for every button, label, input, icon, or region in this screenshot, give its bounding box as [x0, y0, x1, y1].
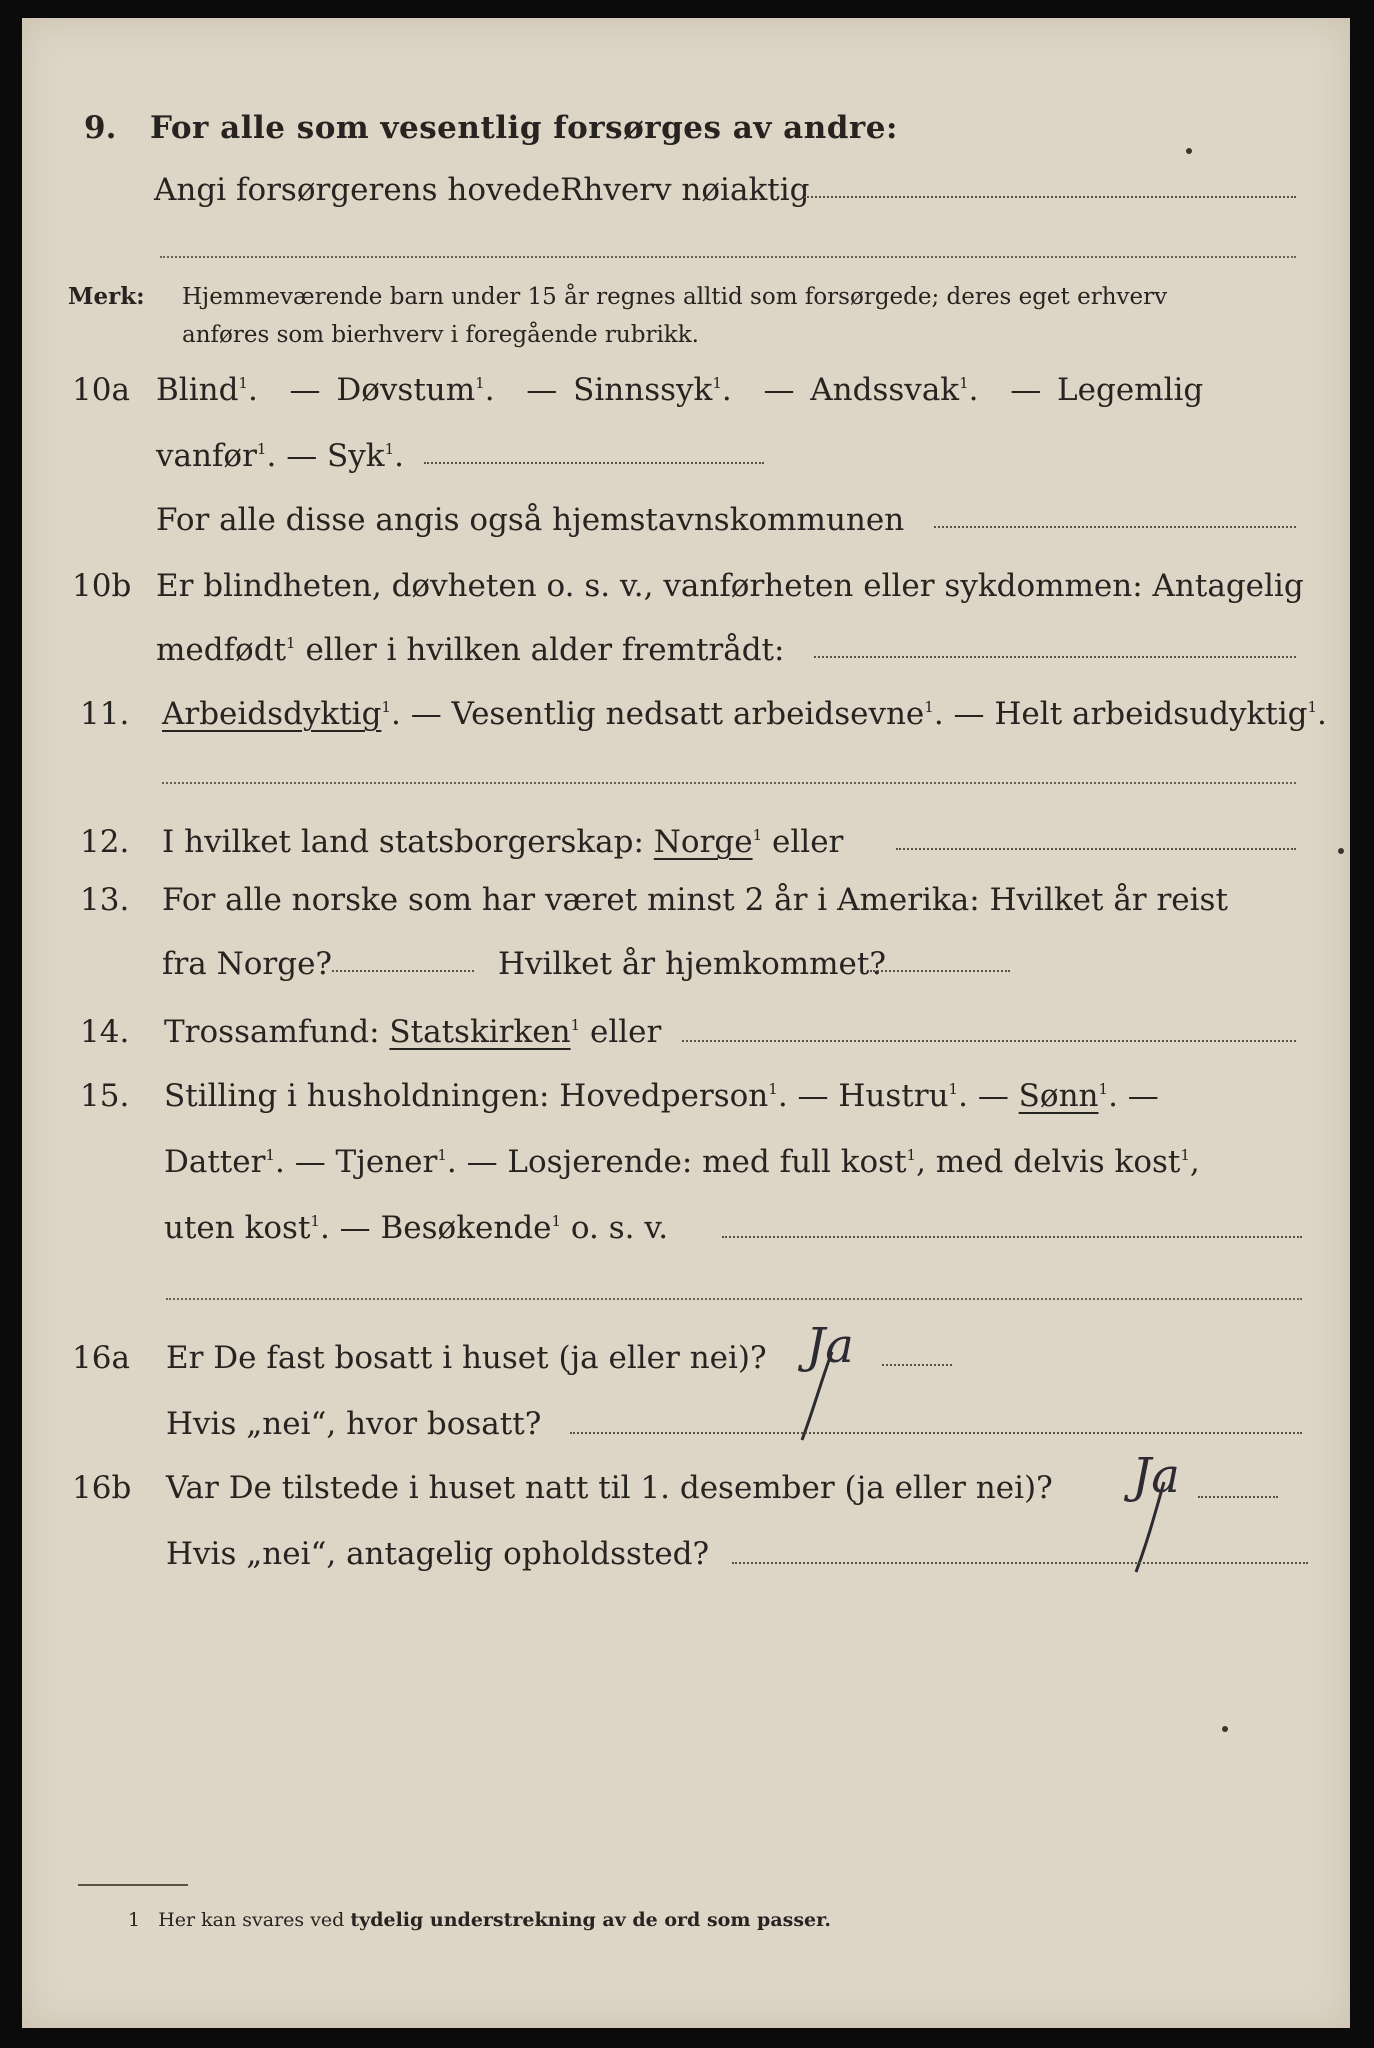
q9-answer-line[interactable] — [804, 196, 1296, 198]
q16a-bosatt-line[interactable] — [570, 1432, 1302, 1434]
opt-andssvak[interactable]: — Andssvak — [763, 372, 960, 408]
q13-number: 13. — [80, 882, 130, 918]
merk-label: Merk: — [68, 283, 145, 310]
census-form-page — [22, 18, 1350, 2028]
ink-speck — [1222, 1726, 1228, 1732]
opt-tjener[interactable]: — Tjener — [294, 1144, 438, 1180]
ink-speck — [1186, 148, 1192, 154]
opt-sonn[interactable]: Sønn — [1018, 1078, 1099, 1114]
merk-line1: Hjemmeværende barn under 15 år regnes alltid som forsørgede; deres eget erhverv — [182, 284, 1168, 310]
merk-line2: anføres som bierhverv i foregående rubrikk. — [182, 322, 699, 348]
q15-line2: Datter$^1$. — Tjener$^1$. — Losjerende: med full kost$^1$, med delvis kost$^1$, — [164, 1144, 1200, 1180]
opt-besokende[interactable]: — Besøkende — [339, 1210, 552, 1246]
q16b-answer-line[interactable] — [1198, 1496, 1278, 1498]
q15-answer-line-2[interactable] — [166, 1298, 1302, 1300]
q15-line1: Stilling i husholdningen: Hovedperson$^1$. — Hustru$^1$. — Sønn$^1$. — — [164, 1078, 1159, 1114]
q16b-line2: Hvis „nei“, antagelig opholdssted? — [166, 1536, 710, 1572]
q15-line3: uten kost$^1$. — Besøkende$^1$ o. s. v. — [164, 1210, 669, 1246]
q13-reist-line[interactable] — [332, 970, 474, 972]
q15-comma: , — [1189, 1144, 1200, 1180]
q14-answer-line[interactable] — [682, 1040, 1296, 1042]
opt-arbeidsdyktig[interactable]: Arbeidsdyktig — [162, 696, 382, 732]
q11-number: 11. — [80, 696, 130, 732]
q9-line2: Angi forsørgerens hovedeRhverv nøiaktig — [154, 172, 810, 208]
q10a-hjemstavn-line[interactable] — [934, 526, 1296, 528]
q10a-line1: Blind$^1$. — Døvstum$^1$. — Sinnssyk$^1$. — Andssvak$^1$. — Legemlig — [156, 372, 1204, 408]
q10b-number: 10b — [72, 568, 132, 604]
q10a-number: 10a — [72, 372, 130, 408]
opt-vesentlig-nedsatt[interactable]: — Vesentlig nedsatt arbeidsevne — [410, 696, 925, 732]
opt-hovedperson[interactable]: Stilling i husholdningen: Hovedperson — [164, 1078, 769, 1114]
q16b-number: 16b — [72, 1470, 132, 1506]
q9-line1: For alle som vesentlig forsørges av andre: — [150, 110, 898, 146]
opt-vanfor[interactable]: vanfør — [156, 438, 257, 474]
footnote-mark: 1 — [128, 1909, 141, 1931]
q9-answer-line-2[interactable] — [160, 256, 1296, 258]
footnote-text-a: Her kan svares ved — [158, 1909, 345, 1931]
q16b-handwritten-answer[interactable]: Ja — [1132, 1448, 1180, 1504]
q10a-line3: For alle disse angis også hjemstavnskommunen — [156, 502, 905, 538]
q14-number: 14. — [80, 1014, 130, 1050]
q14-label: Trossamfund: — [164, 1014, 380, 1050]
opt-full-kost[interactable]: — Losjerende: med full kost — [466, 1144, 907, 1180]
q12-eller: eller — [772, 824, 844, 860]
footnote-rule — [78, 1884, 188, 1886]
q10b-alder-label: eller i hvilken alder fremtrådt: — [305, 632, 785, 668]
q15-osv: o. s. v. — [570, 1210, 669, 1246]
opt-blind[interactable]: Blind — [156, 372, 239, 408]
q16b-opholdssted-line[interactable] — [732, 1562, 1308, 1564]
q9-number: 9. — [84, 110, 117, 146]
q16a-answer-line[interactable] — [882, 1364, 952, 1366]
q13-hjemkommet-line[interactable] — [870, 970, 1010, 972]
q12-answer-line[interactable] — [896, 848, 1296, 850]
q14-line: Trossamfund: Statskirken$^1$ eller — [164, 1014, 662, 1050]
q14-eller: eller — [589, 1014, 662, 1050]
q11-line: Arbeidsdyktig$^1$. — Vesentlig nedsatt arbeidsevne$^1$. — Helt arbeidsudyktig$^1$. — [162, 696, 1327, 732]
q10a-line2: vanfør$^1$. — Syk$^1$. — [156, 438, 404, 474]
ink-speck — [1338, 848, 1344, 854]
opt-hustru[interactable]: — Hustru — [797, 1078, 949, 1114]
opt-datter[interactable]: Datter — [164, 1144, 266, 1180]
q15-number: 15. — [80, 1078, 130, 1114]
opt-delvis-kost[interactable]: , med delvis kost — [916, 1144, 1181, 1180]
q10b-answer-line[interactable] — [814, 656, 1296, 658]
opt-legemlig[interactable]: — Legemlig — [1010, 372, 1204, 408]
footnote — [128, 1900, 831, 1940]
opt-helt-udyktig[interactable]: — Helt arbeidsudyktig — [953, 696, 1308, 732]
opt-uten-kost[interactable]: uten kost — [164, 1210, 311, 1246]
opt-sinnssyk[interactable]: — Sinnssyk — [526, 372, 713, 408]
q13-line2a: fra Norge? — [162, 946, 333, 982]
q16a-number: 16a — [72, 1340, 130, 1376]
opt-statskirken[interactable]: Statskirken — [389, 1014, 571, 1050]
q10a-syk-line[interactable] — [424, 462, 764, 464]
q16a-line1: Er De fast bosatt i huset (ja eller nei)? — [166, 1340, 767, 1376]
opt-syk[interactable]: — Syk — [286, 438, 385, 474]
opt-medfodt[interactable]: medfødt — [156, 632, 287, 668]
q11-answer-line[interactable] — [162, 782, 1296, 784]
q10b-line2: medfødt$^1$ eller i hvilken alder fremtrådt: — [156, 632, 785, 668]
q16a-line2: Hvis „nei“, hvor bosatt? — [166, 1406, 542, 1442]
q12-line: I hvilket land statsborgerskap: Norge$^1$ eller — [162, 824, 844, 860]
opt-norge[interactable]: Norge — [653, 824, 753, 860]
q13-line2b: Hvilket år hjemkommet? — [498, 946, 886, 982]
q13-line1: For alle norske som har været minst 2 år i Amerika: Hvilket år reist — [162, 882, 1228, 918]
opt-dovstum[interactable]: — Døvstum — [289, 372, 476, 408]
q15-answer-line[interactable] — [722, 1236, 1302, 1238]
footnote-text-b: tydelig understrekning av de ord som passer. — [350, 1909, 831, 1931]
q16b-line1: Var De tilstede i huset natt til 1. desember (ja eller nei)? — [166, 1470, 1053, 1506]
q16a-handwritten-answer[interactable]: Ja — [806, 1318, 854, 1374]
q12-label: I hvilket land statsborgerskap: — [162, 824, 644, 860]
q15-end-dash: — — [1127, 1078, 1159, 1114]
q10b-line1: Er blindheten, døvheten o. s. v., vanførheten eller sykdommen: Antagelig — [156, 568, 1304, 604]
q15-dash: — — [977, 1078, 1009, 1114]
q12-number: 12. — [80, 824, 130, 860]
